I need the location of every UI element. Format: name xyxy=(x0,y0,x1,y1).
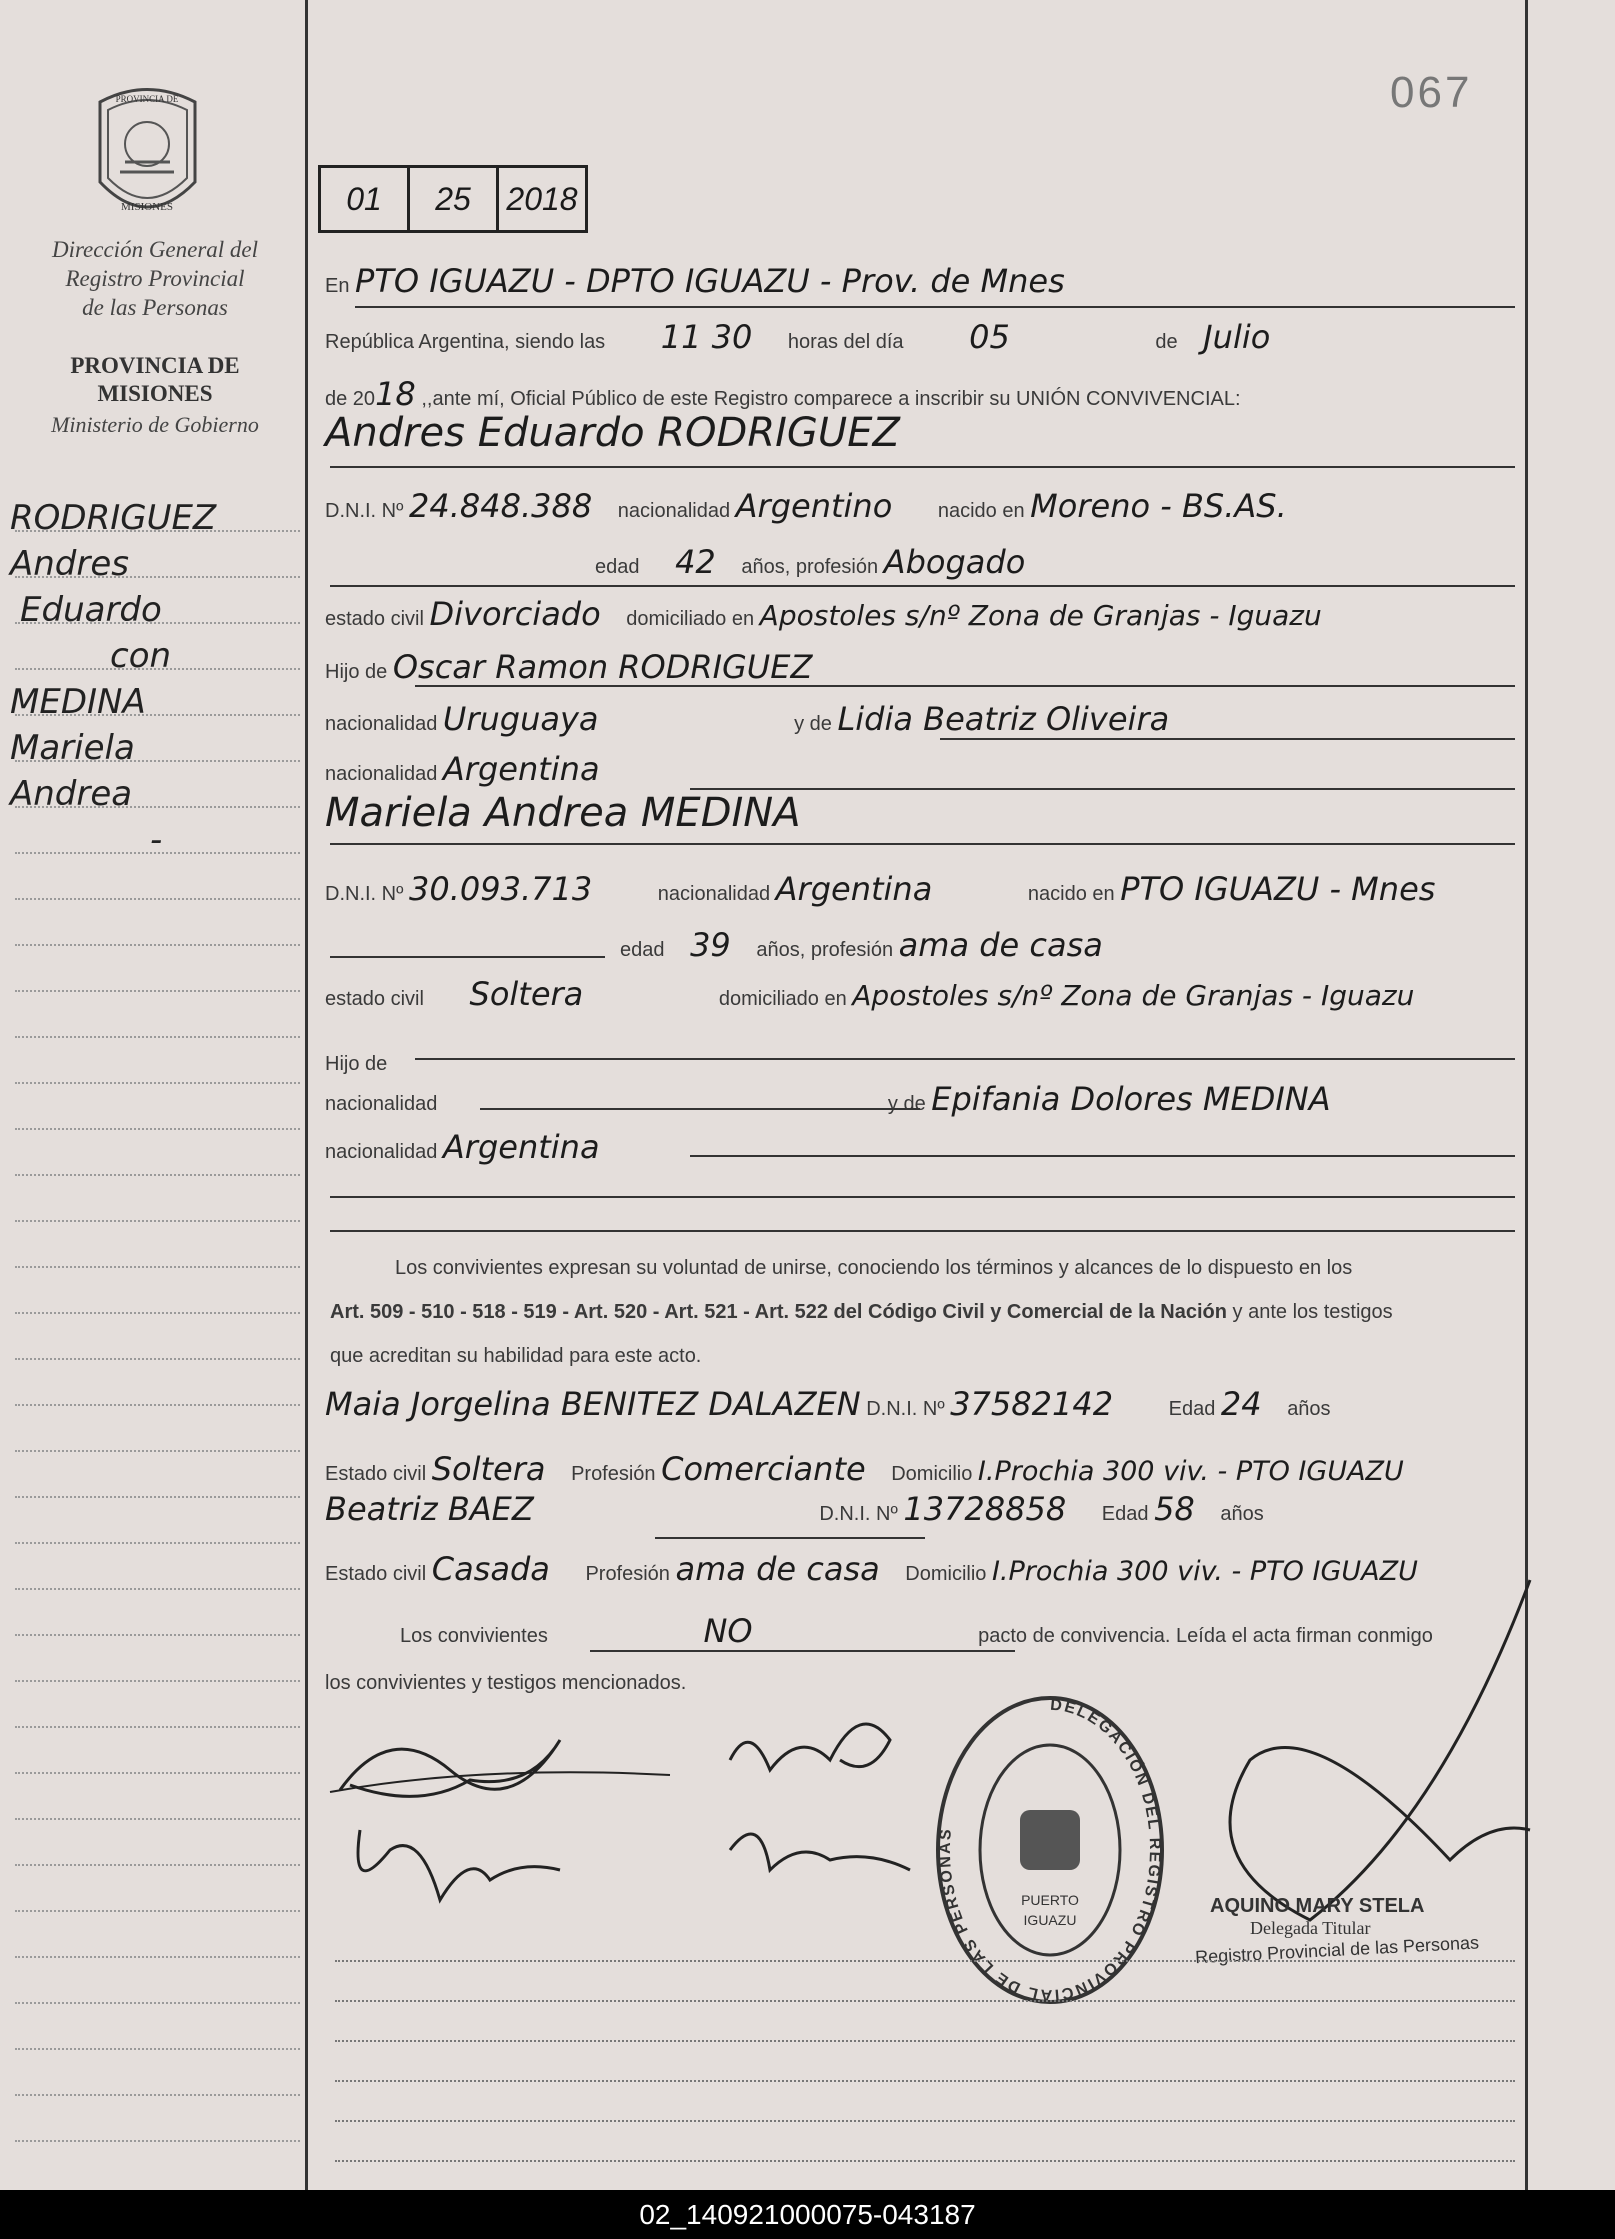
place-row: En PTO IGUAZU - DPTO IGUAZU - Prov. de Mnes xyxy=(325,262,1065,300)
person1-civil-row: estado civil Divorciado domiciliado en Apostoles s/nº Zona de Granjas - Iguazu xyxy=(325,595,1322,633)
body-rule xyxy=(335,2080,1515,2082)
person2-name: Mariela Andrea MEDINA xyxy=(325,790,801,836)
margin-annotation: RODRIGUEZ Andres Eduardo con MEDINA Mariela Andrea - xyxy=(10,498,217,860)
svg-text:PUERTO: PUERTO xyxy=(1021,1892,1079,1908)
province-name: PROVINCIA DE MISIONES xyxy=(70,353,240,406)
person1-dni-row: D.N.I. Nº 24.848.388 nacionalidad Argentino nacido en Moreno - BS.AS. xyxy=(325,487,1287,525)
date-month: 25 xyxy=(410,168,499,230)
margin-divider xyxy=(305,0,308,2190)
ante-row: de 2018 ,,ante mí, Oficial Público de este Registro comparece a inscribir su UNIÓN CONVIVENCIAL: xyxy=(325,375,1241,413)
svg-text:MISIONES: MISIONES xyxy=(121,201,173,213)
margin-rule xyxy=(15,1220,300,1222)
signature-2-icon xyxy=(358,1830,560,1900)
margin-column xyxy=(0,0,305,2190)
ministry-name: Ministerio de Gobierno xyxy=(51,412,259,437)
margin-rule xyxy=(15,1772,300,1774)
margin-rule xyxy=(15,1312,300,1314)
declaration-text: Los convivientes expresan su voluntad de unirse, conociendo los términos y alcances de lo dispuesto en los Art. 509 - 510 - 518 - 519 - Art. 520 - Art. 521 - Art. 522 del Código Civil y Comercial de la Nación y ante los testigos que acreditan su habilidad para este acto. xyxy=(330,1257,1393,1367)
margin-rule xyxy=(15,622,300,624)
date-box xyxy=(318,165,588,233)
margin-rule xyxy=(15,898,300,900)
document-id-bar: 02_140921000075-043187 xyxy=(0,2190,1615,2239)
witness1-row: Maia Jorgelina BENITEZ DALAZEN D.N.I. Nº 37582142 Edad 24 años xyxy=(325,1385,1331,1423)
person2-mother-nac-row: nacionalidad Argentina xyxy=(325,1128,600,1166)
margin-rule xyxy=(15,576,300,578)
official-office: Registro Provincial de las Personas xyxy=(1194,1932,1480,1968)
date-year: 2018 xyxy=(506,181,578,217)
pact-row-2: los convivientes y testigos mencionados. xyxy=(325,1672,687,1694)
body-rule xyxy=(335,2120,1515,2122)
signature-3-icon xyxy=(730,1724,890,1770)
witness1-civil-row: Estado civil Soltera Profesión Comerciante Domicilio I.Prochia 300 viv. - PTO IGUAZU xyxy=(325,1450,1404,1488)
date-day: 01 xyxy=(321,168,410,230)
margin-rule xyxy=(15,1864,300,1866)
folio-number: 067 xyxy=(1390,68,1473,117)
place-value: PTO IGUAZU - DPTO IGUAZU - Prov. de Mnes xyxy=(355,262,1065,300)
svg-text:DELEGACIÓN DEL REGISTRO PROVIN: DELEGACIÓN DEL REGISTRO PROVINCIAL DE LAS PERSONAS xyxy=(936,1696,1164,2004)
margin-rule xyxy=(15,2048,300,2050)
margin-rule xyxy=(15,530,300,532)
person2-civil-row: estado civil Soltera domiciliado en Apostoles s/nº Zona de Granjas - Iguazu xyxy=(325,975,1415,1013)
person1-mother-row: nacionalidad Uruguaya y de Lidia Beatriz Oliveira xyxy=(325,700,1170,738)
margin-rule xyxy=(15,1818,300,1820)
margin-rule xyxy=(15,2094,300,2096)
margin-rule xyxy=(15,1036,300,1038)
witness2-row: Beatriz BAEZ D.N.I. Nº 13728858 Edad 58 años xyxy=(325,1490,1264,1528)
margin-rule xyxy=(15,1956,300,1958)
margin-rule xyxy=(15,714,300,716)
person2-mother-row: nacionalidad y de Epifania Dolores MEDINA xyxy=(325,1080,1331,1118)
body-rule xyxy=(335,2040,1515,2042)
margin-rule xyxy=(15,852,300,854)
margin-rule xyxy=(15,1358,300,1360)
margin-rule xyxy=(15,1910,300,1912)
margin-rule xyxy=(15,1542,300,1544)
province-crest-icon xyxy=(90,82,205,227)
person1-name: Andres Eduardo RODRIGUEZ xyxy=(325,410,900,456)
person1-mother-nac-row: nacionalidad Argentina xyxy=(325,750,600,788)
margin-rule xyxy=(15,1634,300,1636)
margin-rule xyxy=(15,990,300,992)
institution-name: Dirección General del Registro Provincial de las Personas xyxy=(51,237,259,320)
margin-rule xyxy=(15,1128,300,1130)
margin-rule xyxy=(15,1266,300,1268)
official-name: AQUINO MARY STELA xyxy=(1210,1895,1425,1917)
body-rule xyxy=(335,1960,1515,1962)
margin-rule xyxy=(15,1174,300,1176)
margin-rule xyxy=(15,1404,300,1406)
svg-text:PROVINCIA DE: PROVINCIA DE xyxy=(115,94,179,104)
signature-1-icon xyxy=(340,1740,560,1796)
body-rule xyxy=(335,2160,1515,2162)
margin-rule xyxy=(15,2002,300,2004)
person1-father-row: Hijo de Oscar Ramon RODRIGUEZ xyxy=(325,648,813,686)
official-signature-icon xyxy=(1190,1560,1560,1940)
margin-rule xyxy=(15,2140,300,2142)
margin-rule xyxy=(15,1588,300,1590)
person1-age-row: edad 42 años, profesión Abogado xyxy=(595,543,1026,581)
margin-rule xyxy=(15,806,300,808)
margin-rule xyxy=(15,760,300,762)
witness2-civil-row: Estado civil Casada Profesión ama de casa Domicilio I.Prochia 300 viv. - PTO IGUAZU xyxy=(325,1550,1418,1588)
official-stamp-icon xyxy=(930,1690,1170,2020)
margin-rule xyxy=(15,1680,300,1682)
svg-text:IGUAZU: IGUAZU xyxy=(1023,1912,1077,1928)
margin-rule xyxy=(15,1726,300,1728)
margin-rule xyxy=(15,944,300,946)
margin-rule xyxy=(15,1082,300,1084)
margin-rule xyxy=(15,668,300,670)
official-title: Delegada Titular xyxy=(1250,1918,1371,1938)
time-row: República Argentina, siendo las 11 30 horas del día 05 de Julio xyxy=(325,318,1271,356)
body-rule xyxy=(335,2000,1515,2002)
margin-rule xyxy=(15,1496,300,1498)
person2-father-row: Hijo de xyxy=(325,1053,388,1075)
pact-row: Los convivientes NO pacto de convivencia. Leída el acta firman conmigo xyxy=(400,1612,1433,1650)
margin-rule xyxy=(15,1450,300,1452)
person2-age-row: edad 39 años, profesión ama de casa xyxy=(620,926,1103,964)
signatures xyxy=(330,1700,980,1940)
signature-4-icon xyxy=(730,1834,910,1870)
official-block xyxy=(1194,1895,1510,1968)
person2-dni-row: D.N.I. Nº 30.093.713 nacionalidad Argentina nacido en PTO IGUAZU - Mnes xyxy=(325,870,1436,908)
